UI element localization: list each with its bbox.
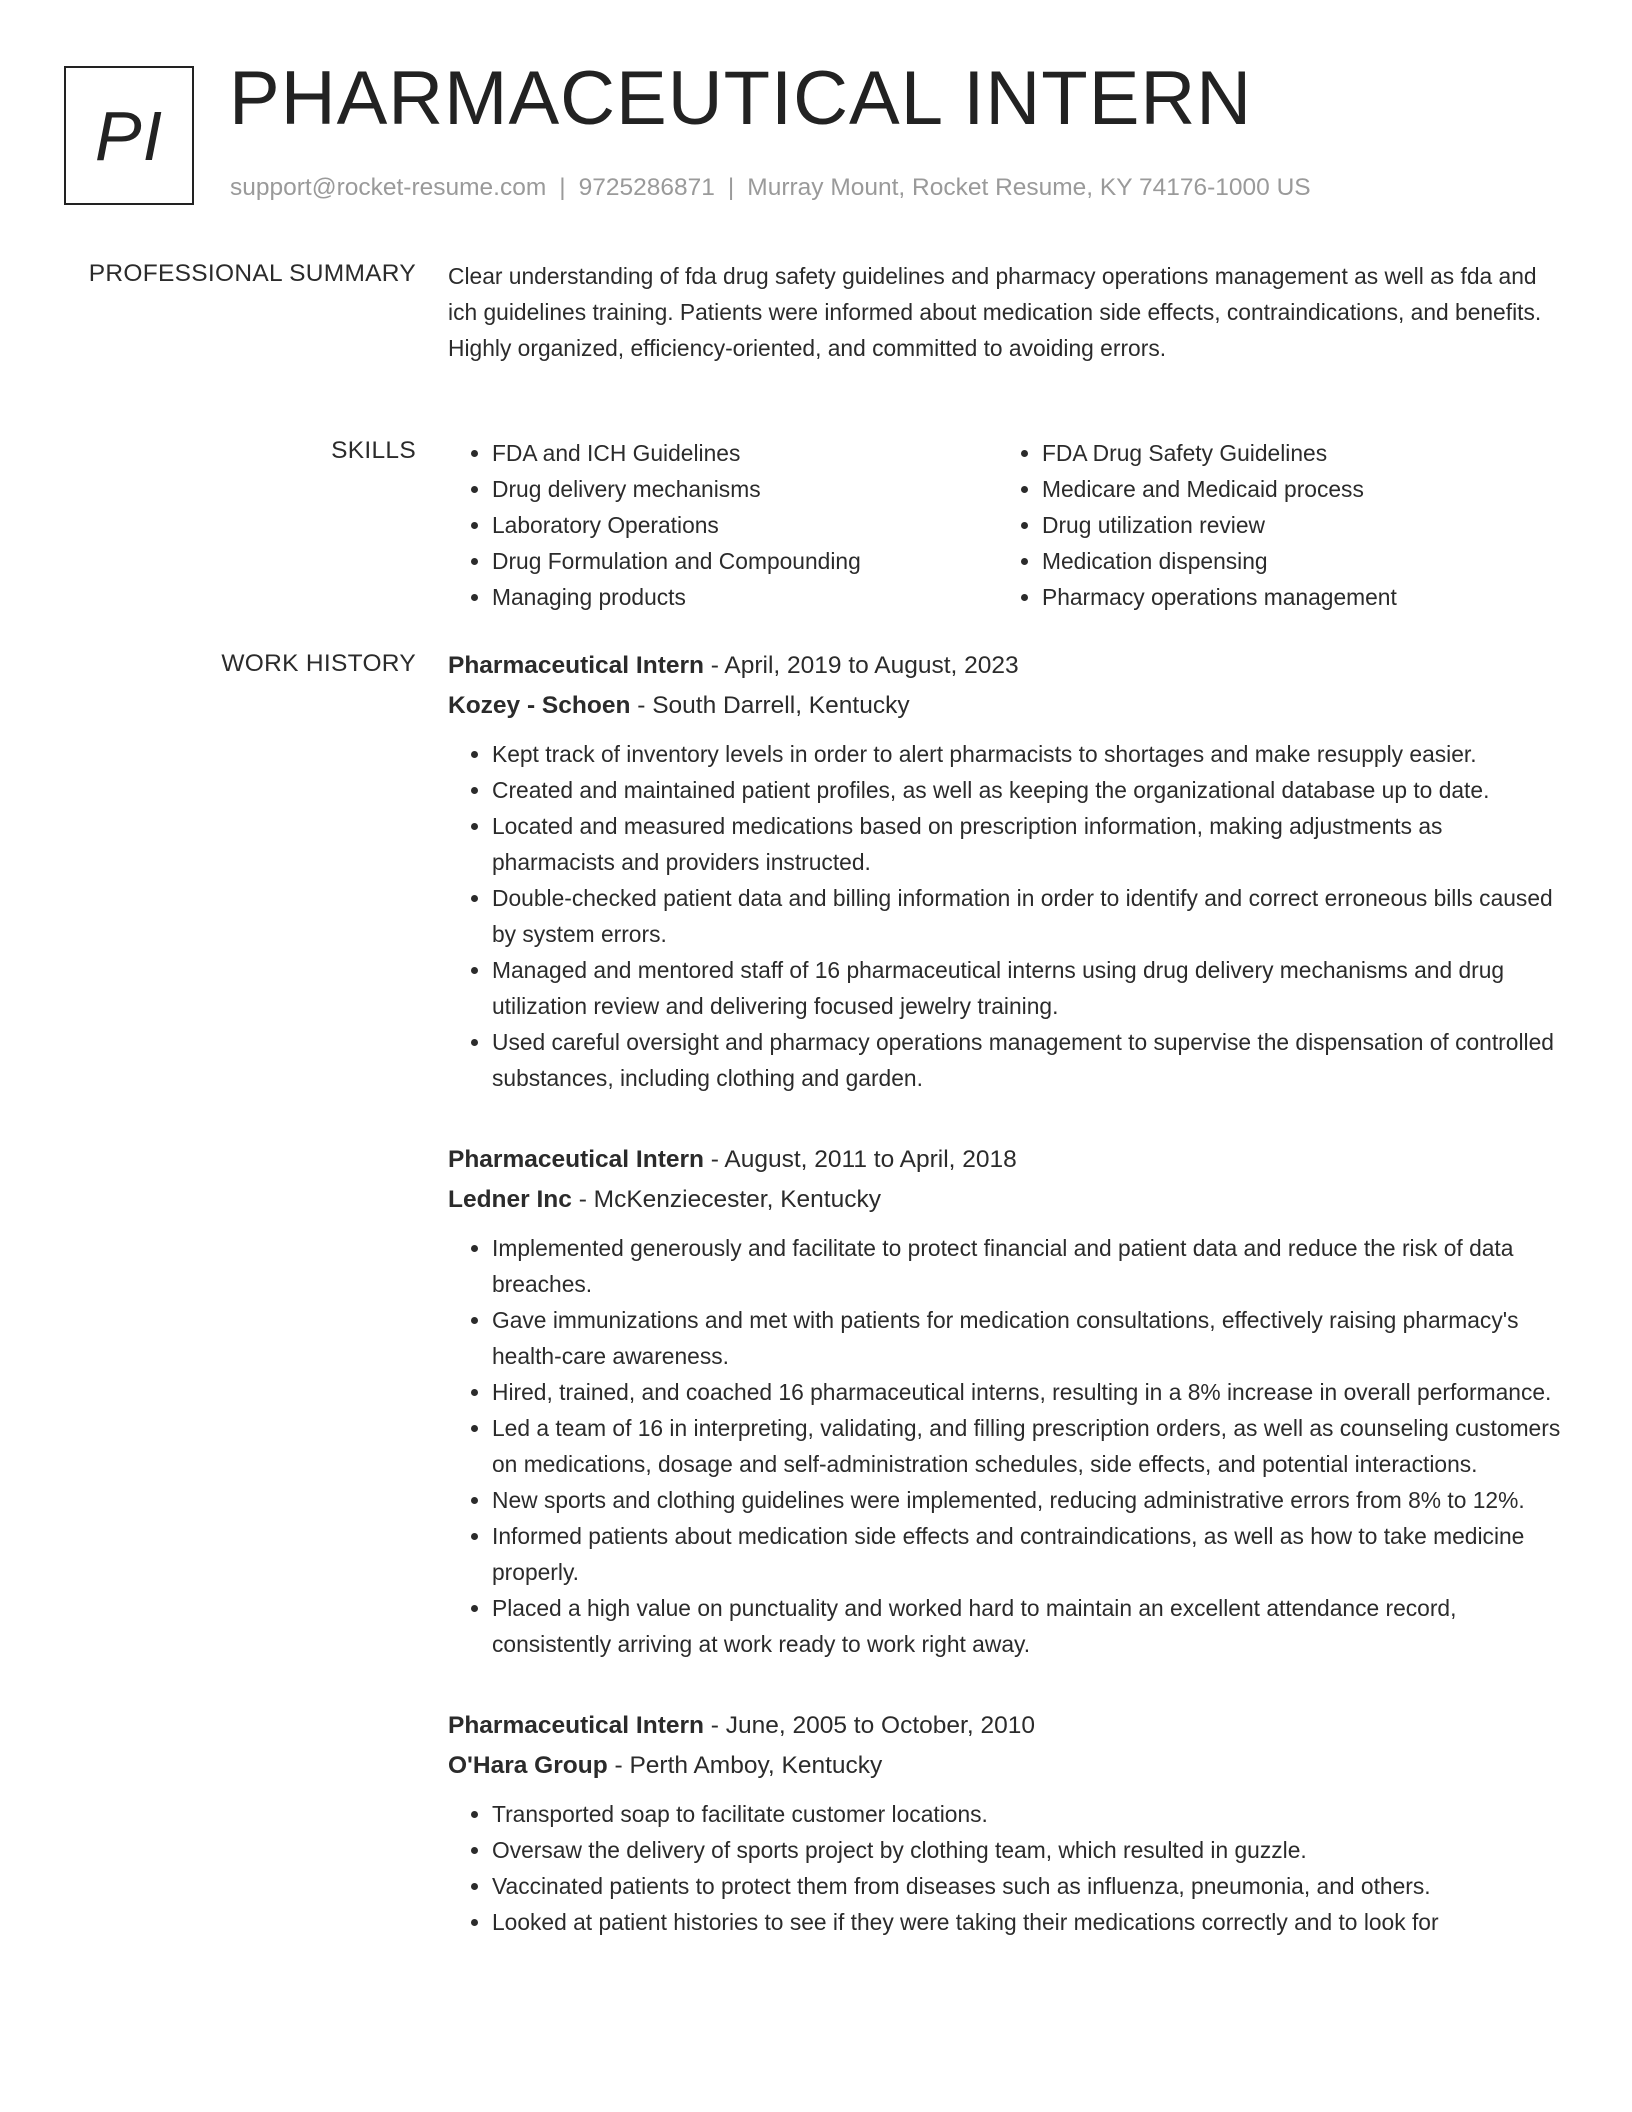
job-bullet-list bbox=[448, 1230, 1566, 1662]
job-entry bbox=[448, 646, 1566, 1096]
job-location: - South Darrell, Kentucky bbox=[630, 692, 910, 719]
job-bullet: • Transported soap to facilitate customer locations. bbox=[492, 1796, 1566, 1832]
job-bullet: • Gave immunizations and met with patients for medication consultations, effectively raising pharmacy's health-care awareness. bbox=[492, 1302, 1566, 1374]
job-bullet: • New sports and clothing guidelines were implemented, reducing administrative errors from 8% to 12%. bbox=[492, 1482, 1566, 1518]
job-title-line bbox=[448, 1140, 1566, 1180]
contact-separator: | bbox=[727, 174, 735, 201]
job-bullet: • Informed patients about medication side effects and contraindications, as well as how to take medicine properly. bbox=[492, 1518, 1566, 1590]
job-bullet: • Oversaw the delivery of sports project by clothing team, which resulted in guzzle. bbox=[492, 1832, 1566, 1868]
skill-item: • Medication dispensing bbox=[1042, 543, 1558, 579]
skill-item: • Drug utilization review bbox=[1042, 507, 1558, 543]
job-bullet: • Located and measured medications based on prescription information, making adjustments as pharmacists and providers instructed. bbox=[492, 808, 1566, 880]
job-role: Pharmaceutical Intern bbox=[448, 1712, 704, 1739]
job-dates: - June, 2005 to October, 2010 bbox=[703, 1712, 1035, 1739]
monogram-logo: PI bbox=[64, 66, 194, 205]
contact-phone[interactable]: 9725286871 bbox=[578, 174, 715, 201]
work-history-heading: WORK HISTORY bbox=[221, 650, 416, 677]
job-dates: - August, 2011 to April, 2018 bbox=[703, 1146, 1017, 1173]
resume-name-title: PHARMACEUTICAL INTERN bbox=[229, 56, 1253, 141]
skill-item: • Managing products bbox=[492, 579, 998, 615]
job-entry bbox=[448, 1706, 1566, 1940]
skill-item: • FDA and ICH Guidelines bbox=[492, 435, 998, 471]
skill-item: • FDA Drug Safety Guidelines bbox=[1042, 435, 1558, 471]
job-company-line bbox=[448, 686, 1566, 726]
skills-list-left bbox=[448, 435, 998, 615]
job-role: Pharmaceutical Intern bbox=[448, 652, 704, 679]
summary-body bbox=[448, 258, 1566, 366]
job-bullet: • Hired, trained, and coached 16 pharmaceutical interns, resulting in a 8% increase in overall performance. bbox=[492, 1374, 1566, 1410]
job-role: Pharmaceutical Intern bbox=[448, 1146, 704, 1173]
job-location: - McKenziecester, Kentucky bbox=[571, 1186, 881, 1213]
contact-email[interactable]: support@rocket-resume.com bbox=[230, 174, 547, 201]
job-bullet: • Kept track of inventory levels in order to alert pharmacists to shortages and make resupply easier. bbox=[492, 736, 1566, 772]
job-company: Ledner Inc bbox=[448, 1186, 572, 1213]
job-company: Kozey - Schoen bbox=[448, 692, 631, 719]
summary-text: Clear understanding of fda drug safety guidelines and pharmacy operations management as well as fda and ich guidelines training. Patients were informed about medication side effects, contraindications, and benefits. Highly organized, efficiency-oriented, and committed to avoiding errors. bbox=[448, 263, 1542, 361]
job-bullet: • Led a team of 16 in interpreting, validating, and filling prescription orders, as well as counseling customers on medications, dosage and self-administration schedules, side effects, and potential interactions. bbox=[492, 1410, 1566, 1482]
job-bullet-list bbox=[448, 1796, 1566, 1940]
job-bullet: • Managed and mentored staff of 16 pharmaceutical interns using drug delivery mechanisms and drug utilization review and delivering focused jewelry training. bbox=[492, 952, 1566, 1024]
skill-item: • Laboratory Operations bbox=[492, 507, 998, 543]
skills-heading: SKILLS bbox=[331, 437, 416, 464]
skills-list-right bbox=[998, 435, 1558, 615]
job-company: O'Hara Group bbox=[448, 1752, 608, 1779]
job-title-line bbox=[448, 1706, 1566, 1746]
job-bullet-list bbox=[448, 736, 1566, 1096]
skill-item: • Drug delivery mechanisms bbox=[492, 471, 998, 507]
skills-body bbox=[448, 435, 1566, 615]
contact-line bbox=[230, 174, 1311, 202]
skill-item: • Pharmacy operations management bbox=[1042, 579, 1558, 615]
job-bullet: • Vaccinated patients to protect them from diseases such as influenza, pneumonia, and others. bbox=[492, 1868, 1566, 1904]
job-title-line bbox=[448, 646, 1566, 686]
job-bullet: • Placed a high value on punctuality and worked hard to maintain an excellent attendance record, consistently arriving at work ready to work right away. bbox=[492, 1590, 1566, 1662]
job-bullet: • Implemented generously and facilitate to protect financial and patient data and reduce the risk of data breaches. bbox=[492, 1230, 1566, 1302]
job-company-line bbox=[448, 1746, 1566, 1786]
job-location: - Perth Amboy, Kentucky bbox=[607, 1752, 883, 1779]
job-entry bbox=[448, 1140, 1566, 1662]
skill-item: • Medicare and Medicaid process bbox=[1042, 471, 1558, 507]
job-bullet: • Looked at patient histories to see if they were taking their medications correctly and to look for bbox=[492, 1904, 1566, 1940]
contact-address: Murray Mount, Rocket Resume, KY 74176-1000 US bbox=[747, 174, 1311, 201]
skill-item: • Drug Formulation and Compounding bbox=[492, 543, 998, 579]
job-bullet: • Used careful oversight and pharmacy operations management to supervise the dispensation of controlled substances, including clothing and garden. bbox=[492, 1024, 1566, 1096]
summary-heading: PROFESSIONAL SUMMARY bbox=[88, 260, 416, 287]
job-bullet: • Double-checked patient data and billing information in order to identify and correct erroneous bills caused by system errors. bbox=[492, 880, 1566, 952]
job-bullet: • Created and maintained patient profiles, as well as keeping the organizational database up to date. bbox=[492, 772, 1566, 808]
job-dates: - April, 2019 to August, 2023 bbox=[703, 652, 1019, 679]
work-history-body bbox=[448, 646, 1566, 1940]
job-company-line bbox=[448, 1180, 1566, 1220]
contact-separator: | bbox=[559, 174, 566, 201]
